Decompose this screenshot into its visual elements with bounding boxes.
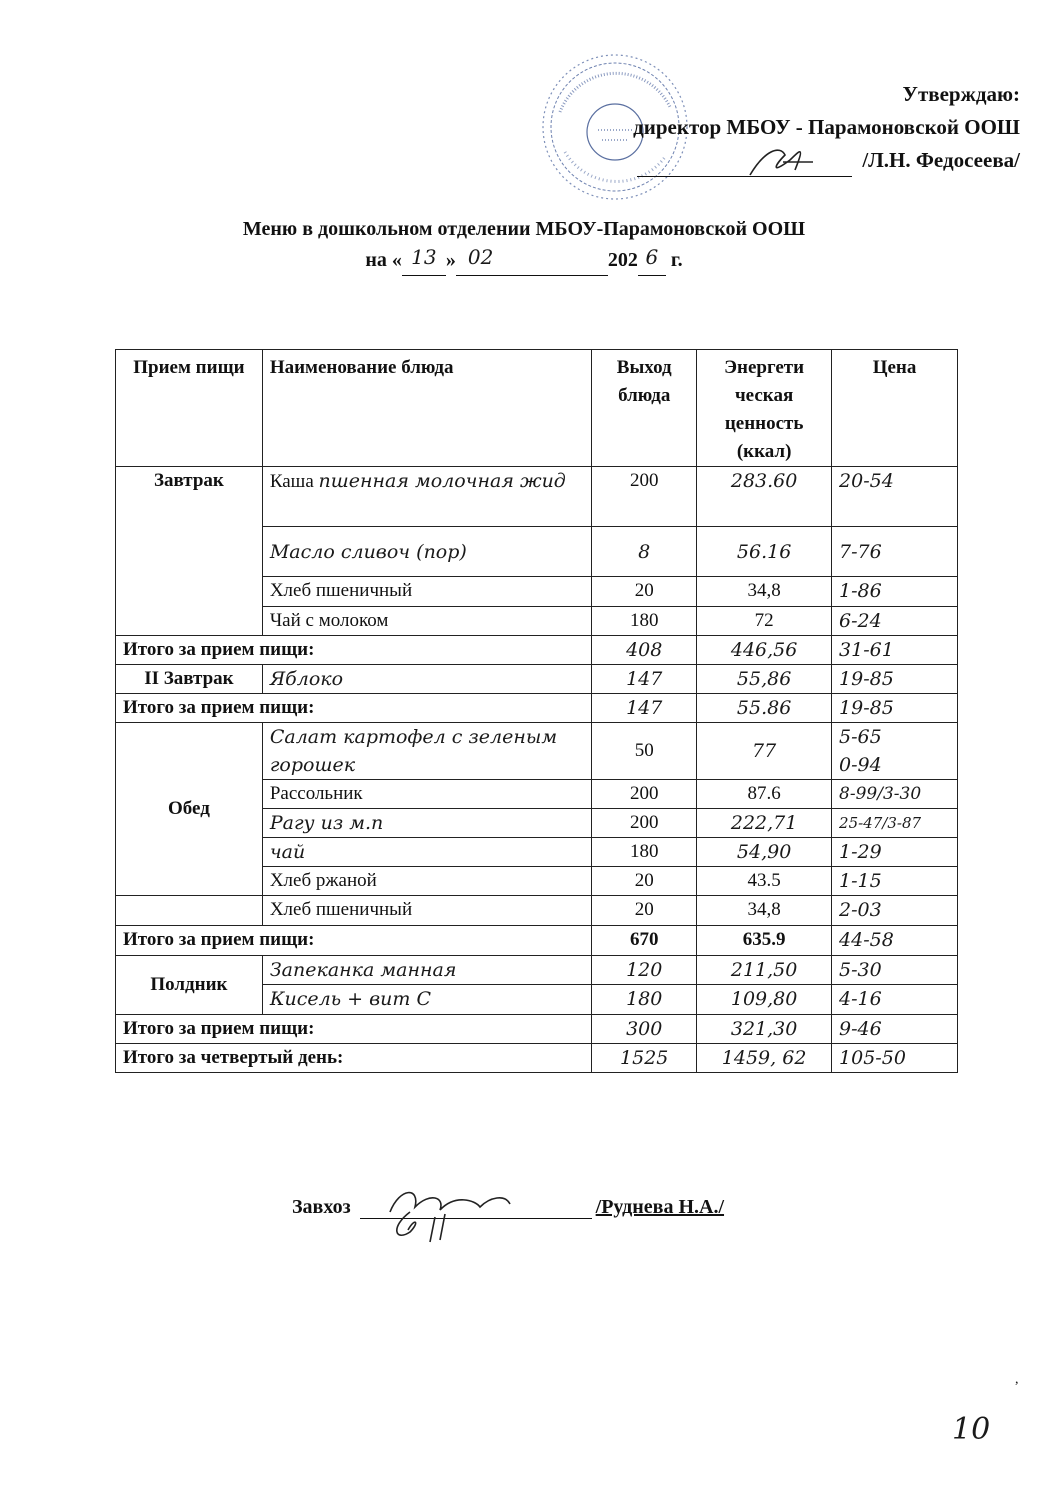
date-month-field: [456, 244, 608, 276]
director-signature: [637, 154, 852, 177]
total-label: Итого за прием пищи:: [116, 694, 592, 723]
meal-snack: Полдник: [116, 956, 263, 1015]
dish-name: Салат картофел с зеленым горошек: [262, 723, 591, 780]
dish-energy: 34,8: [697, 896, 832, 926]
total-row: [116, 1015, 958, 1044]
title-line: Меню в дошкольном отделении МБОУ-Парамоновской ООШ: [242, 218, 806, 240]
date-year-field: [638, 244, 666, 276]
total-output: 670: [592, 926, 697, 956]
dish-name: Чай с молоком: [262, 607, 591, 636]
dish-price: 1-86: [832, 577, 958, 607]
table-row: [116, 956, 958, 985]
dish-price: 25-47/3-87: [832, 809, 958, 838]
approval-block: [633, 78, 1020, 177]
dish-name: Хлеб пшеничный: [262, 577, 591, 607]
dish-energy: 222,71: [697, 809, 832, 838]
empty-meal-cell: [116, 896, 263, 926]
total-energy: 446,56: [697, 636, 832, 665]
date-day: 13: [411, 245, 437, 269]
header-meal: Прием пищи: [116, 350, 263, 467]
dish-price: 5-65 0-94: [832, 723, 958, 780]
meal-second-breakfast: II Завтрак: [116, 665, 263, 694]
footer-name: /Руднева Н.А./: [595, 1196, 725, 1218]
total-label: Итого за прием пищи:: [116, 636, 592, 665]
dish-output: 20: [592, 577, 697, 607]
total-row: [116, 926, 958, 956]
approval-position: директор МБОУ - Парамоновской ООШ: [633, 115, 1020, 139]
page-number: 10: [952, 1412, 991, 1447]
approval-signature-line: [633, 144, 1020, 177]
meal-breakfast: Завтрак: [116, 467, 263, 636]
title-date-line: [0, 244, 1048, 276]
dish-name: Хлеб ржаной: [262, 867, 591, 896]
dish-output: 147: [592, 665, 697, 694]
dish-price: 5-30: [832, 956, 958, 985]
table-row: [116, 896, 958, 926]
dish-output: 20: [592, 867, 697, 896]
date-suffix: г.: [670, 249, 683, 271]
table-row: [116, 467, 958, 527]
date-year-prefix: 202: [607, 249, 638, 271]
dish-energy: 56.16: [697, 527, 832, 577]
date-month: 02: [467, 245, 494, 269]
total-price: 19-85: [832, 694, 958, 723]
dish-price: 8-99/3-30: [832, 780, 958, 809]
meal-lunch: Обед: [116, 723, 263, 896]
dish-price: 2-03: [832, 896, 958, 926]
dish-name: Каша пшенная молочная жид: [262, 467, 591, 527]
signature-scribble-icon: [745, 140, 815, 180]
total-row: [116, 636, 958, 665]
dish-price: 19-85: [832, 665, 958, 694]
dish-output: 180: [592, 838, 697, 867]
dish-energy: 43.5: [697, 867, 832, 896]
date-prefix: на «: [365, 249, 402, 271]
footer-role: Завхоз: [292, 1196, 351, 1218]
table-row: [116, 723, 958, 780]
dish-name: Яблоко: [262, 665, 591, 694]
dish-price: 1-29: [832, 838, 958, 867]
signature-scribble-icon: [380, 1182, 530, 1252]
total-energy: 321,30: [697, 1015, 832, 1044]
dish-output: 50: [592, 723, 697, 780]
day-total-energy: 1459, 62: [697, 1044, 832, 1073]
dish-energy: 283.60: [697, 467, 832, 527]
date-year-digit: 6: [645, 245, 659, 269]
date-day-field: [402, 244, 446, 276]
dish-name: Рагу из м.п: [262, 809, 591, 838]
dish-price: 20-54: [832, 467, 958, 527]
dish-energy: 34,8: [697, 577, 832, 607]
header-price: Цена: [832, 350, 958, 467]
dish-output: 200: [592, 467, 697, 527]
dish-name: Рассольник: [262, 780, 591, 809]
day-total-label: Итого за четвертый день:: [116, 1044, 592, 1073]
dish-name: Запеканка манная: [262, 956, 591, 985]
total-label: Итого за прием пищи:: [116, 926, 592, 956]
dish-name: Масло сливоч (пор): [262, 527, 591, 577]
total-output: 300: [592, 1015, 697, 1044]
date-mid: »: [445, 249, 456, 271]
dish-energy: 87.6: [697, 780, 832, 809]
approval-heading: Утверждаю:: [902, 82, 1020, 106]
header-energy: Энергети ческая ценность (ккал): [697, 350, 832, 467]
dish-energy: 54,90: [697, 838, 832, 867]
day-total-price: 105-50: [832, 1044, 958, 1073]
total-output: 408: [592, 636, 697, 665]
header-output: Выход блюда: [592, 350, 697, 467]
total-energy: 55.86: [697, 694, 832, 723]
footer-signature: [292, 1196, 724, 1219]
dish-output: 200: [592, 809, 697, 838]
dish-output: 200: [592, 780, 697, 809]
dish-energy: 55,86: [697, 665, 832, 694]
total-price: 44-58: [832, 926, 958, 956]
dish-name: чай: [262, 838, 591, 867]
total-price: 31-61: [832, 636, 958, 665]
total-row: [116, 694, 958, 723]
total-price: 9-46: [832, 1015, 958, 1044]
total-energy: 635.9: [697, 926, 832, 956]
document-title: [0, 214, 1048, 276]
table-header-row: [116, 350, 958, 467]
day-total-row: [116, 1044, 958, 1073]
scan-mark: ,: [1015, 1372, 1019, 1387]
dish-price: 4-16: [832, 985, 958, 1015]
dish-output: 180: [592, 985, 697, 1015]
day-total-output: 1525: [592, 1044, 697, 1073]
dish-energy: 211,50: [697, 956, 832, 985]
header-dish: Наименование блюда: [262, 350, 591, 467]
total-label: Итого за прием пищи:: [116, 1015, 592, 1044]
dish-output: 120: [592, 956, 697, 985]
dish-price: 7-76: [832, 527, 958, 577]
dish-price: 1-15: [832, 867, 958, 896]
dish-output: 180: [592, 607, 697, 636]
dish-name: Хлеб пшеничный: [262, 896, 591, 926]
dish-output: 20: [592, 896, 697, 926]
dish-name: Кисель + вит С: [262, 985, 591, 1015]
total-output: 147: [592, 694, 697, 723]
dish-energy: 109,80: [697, 985, 832, 1015]
dish-price: 6-24: [832, 607, 958, 636]
menu-table: [115, 349, 958, 1073]
table-row: [116, 665, 958, 694]
storekeeper-signature: [360, 1196, 592, 1219]
dish-energy: 77: [697, 723, 832, 780]
approval-signatory: /Л.Н. Федосеева/: [862, 148, 1020, 172]
dish-energy: 72: [697, 607, 832, 636]
dish-output: 8: [592, 527, 697, 577]
